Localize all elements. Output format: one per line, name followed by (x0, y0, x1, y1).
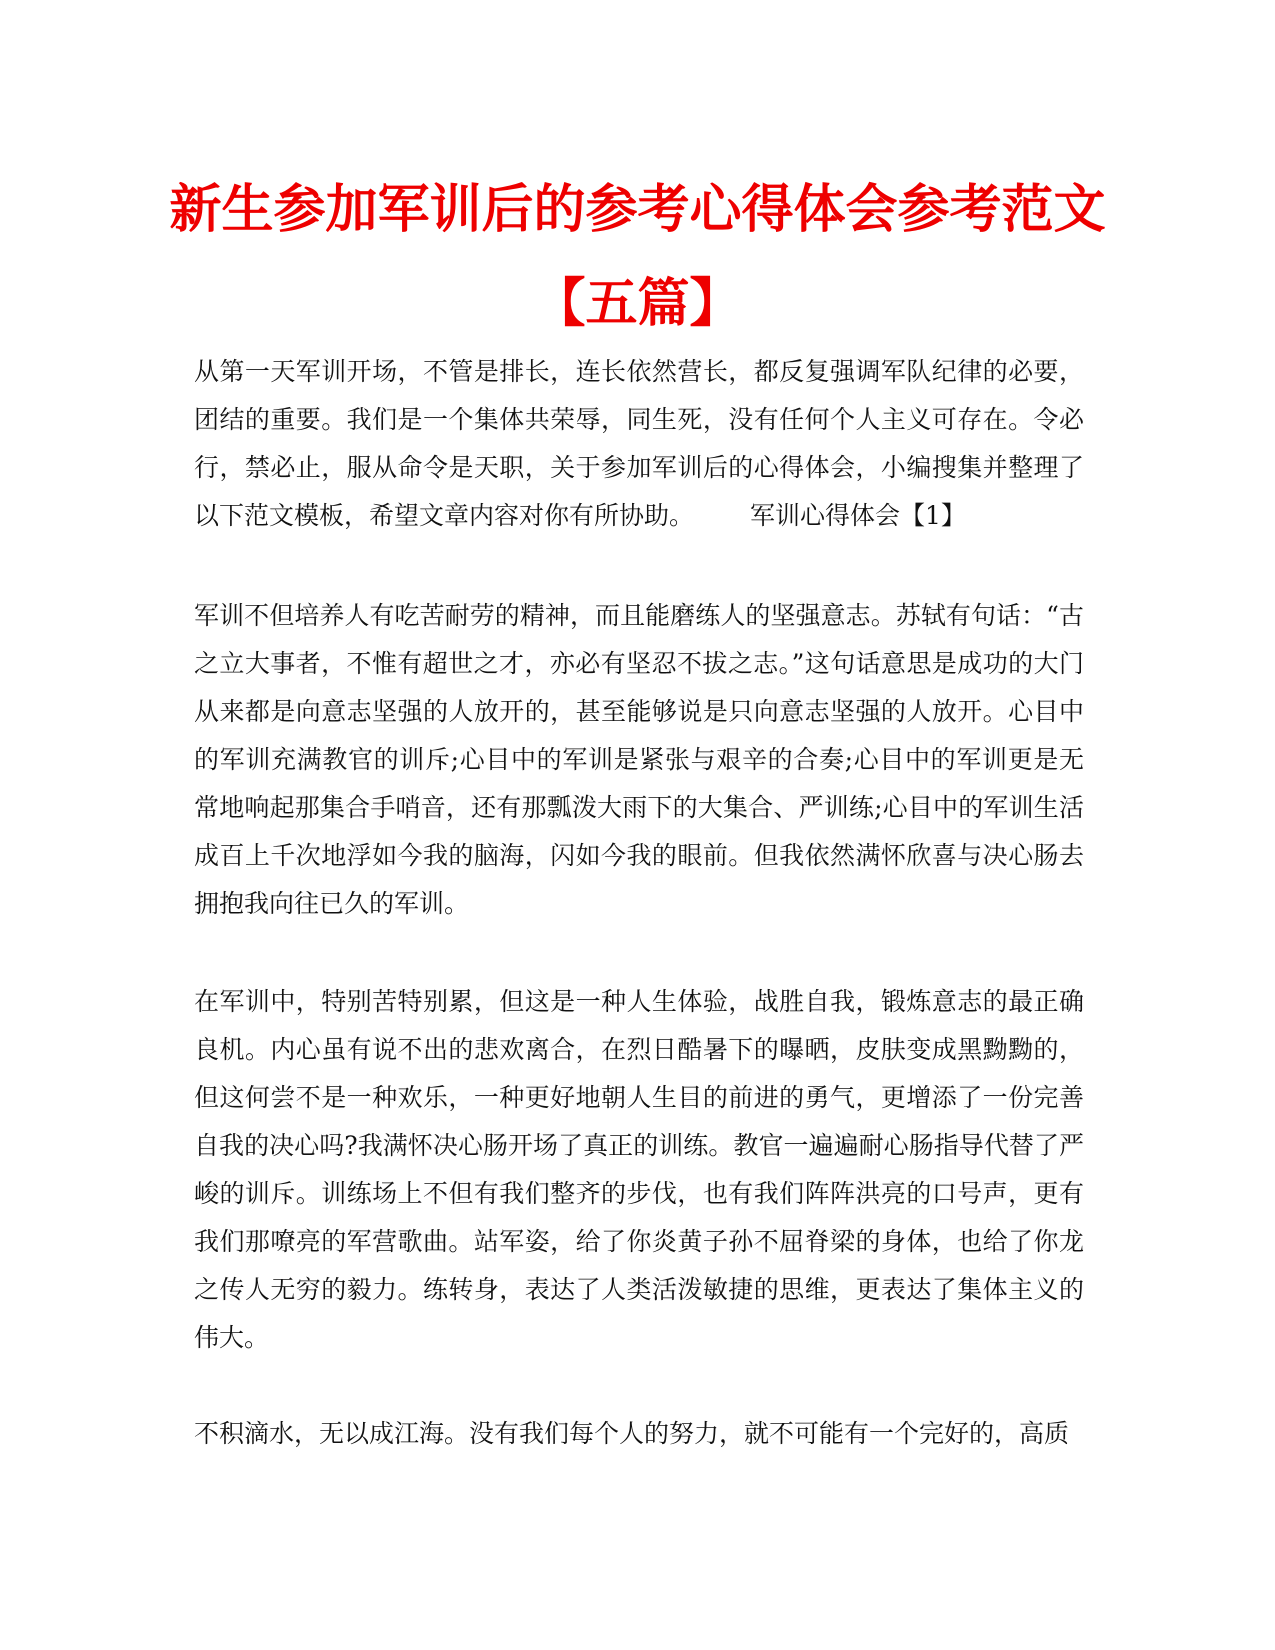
section-heading: 军训心得体会【1】 (750, 501, 966, 530)
intro-paragraph (194, 348, 1084, 540)
document-title-line1: 新生参加军训后的参考心得体会参考范文 (169, 180, 1106, 240)
document-title-line2: 【五篇】 (533, 274, 742, 334)
body-paragraph-2: 在军训中，特别苦特别累，但这是一种人生体验，战胜自我，锻炼意志的最正确良机。内心虽有说不出的悲欢离合，在烈日酷暑下的曝晒，皮肤变成黑黝黝的，但这何尝不是一种欢乐，一种更好地朝人生目的前进的勇气，更增添了一份完善自我的决心吗?我满怀决心肠开场了真正的训练。教官一遍遍耐心肠指导代替了严峻的训斥。训练场上不但有我们整齐的步伐，也有我们阵阵洪亮的口号声，更有我们那嘹亮的军营歌曲。站军姿，给了你炎黄子孙不屈脊梁的身体，也给了你龙之传人无穷的毅力。练转身，表达了人类活泼敏捷的思维，更表达了集体主义的伟大。 (194, 987, 1084, 1352)
body-paragraph-1: 军训不但培养人有吃苦耐劳的精神，而且能磨练人的坚强意志。苏轼有句话：“古之立大事者，不惟有超世之才，亦必有坚忍不拔之志。”这句话意思是成功的大门从来都是向意志坚强的人放开的，甚至能够说是只向意志坚强的人放开。心目中的军训充满教官的训斥;心目中的军训是紧张与艰辛的合奏;心目中的军训更是无常地响起那集合手哨音，还有那瓢泼大雨下的大集合、严训练;心目中的军训生活成百上千次地浮如今我的脑海，闪如今我的眼前。但我依然满怀欣喜与决心肠去拥抱我向往已久的军训。 (194, 601, 1084, 918)
body-paragraph-3: 不积滴水，无以成江海。没有我们每个人的努力，就不可能有一个完好的，高质 (194, 1419, 1070, 1448)
intro-text: 从第一天军训开场，不管是排长，连长依然营长，都反复强调军队纪律的必要，团结的重要。我们是一个集体共荣辱，同生死，没有任何个人主义可存在。令必行，禁必止，服从命令是天职，关于参加军训后的心得体会，小编搜集并整理了以下范文模板，希望文章内容对你有所协助。 (194, 357, 1084, 530)
